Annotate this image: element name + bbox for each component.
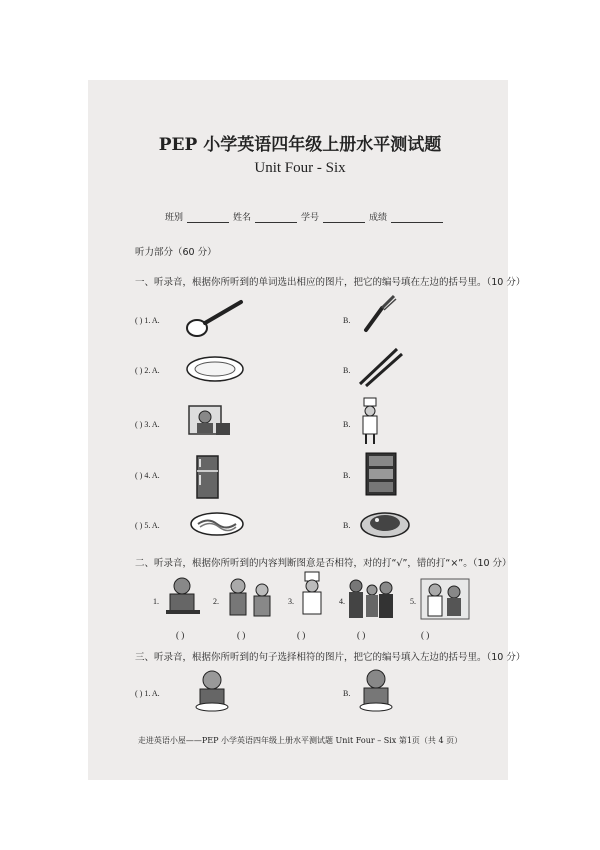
name-label: 姓名	[233, 213, 252, 223]
q1-option-b: B.	[343, 316, 351, 325]
p2-answer-5[interactable]: ( )	[421, 630, 430, 640]
page-subtitle: Unit Four - Six	[254, 160, 346, 176]
p3-q1-option-b: B.	[343, 689, 351, 698]
p3-q1-label: ( ) 1. A.	[135, 689, 160, 698]
name-field[interactable]	[255, 212, 297, 223]
number-field[interactable]	[323, 212, 365, 223]
knife-icon	[360, 294, 400, 334]
fish-dish-icon	[360, 507, 410, 539]
p2-item3-number: 3.	[288, 597, 294, 606]
boy-eating-icon	[192, 668, 232, 712]
part1-instruction: 一、听录音，根据你所听到的单词选出相应的图片，把它的编号填在左边的括号里。（10 分）	[135, 277, 526, 288]
doctor-patient-icon	[420, 578, 470, 620]
exam-paper	[88, 80, 508, 780]
q3-label: ( ) 3. A.	[135, 420, 160, 429]
bookshelf-icon	[365, 452, 397, 496]
man-eating-icon	[164, 576, 202, 620]
number-label: 学号	[301, 213, 320, 223]
cook-icon	[357, 398, 383, 446]
q5-option-b: B.	[343, 521, 351, 530]
q2-option-b: B.	[343, 366, 351, 375]
page-title: PEP 小学英语四年级上册水平测试题	[158, 135, 442, 155]
p2-answer-3[interactable]: ( )	[297, 630, 306, 640]
family-icon	[346, 578, 396, 622]
q3-option-b: B.	[343, 420, 351, 429]
plate-icon	[185, 355, 245, 383]
part3-instruction: 三、听录音，根据你所听到的句子选择相符的图片，把它的编号填入左边的括号里。（10 分）	[135, 652, 526, 663]
student-info-row	[165, 210, 443, 223]
page-footer: 走进英语小屋——PEP 小学英语四年级上册水平测试题 Unit Four – Six 第1页（共 4 页）	[137, 736, 463, 745]
p2-answer-1[interactable]: ( )	[176, 630, 185, 640]
class-label: 班别	[165, 213, 184, 223]
p2-item2-number: 2.	[213, 597, 219, 606]
noodles-icon	[190, 511, 244, 537]
spoon-icon	[185, 298, 245, 338]
q5-label: ( ) 5. A.	[135, 521, 160, 530]
fridge-icon	[196, 455, 220, 499]
section-listening-heading: 听力部分（60 分）	[135, 247, 217, 258]
p2-item1-number: 1.	[153, 597, 159, 606]
q4-option-b: B.	[343, 471, 351, 480]
chopsticks-icon	[357, 346, 403, 388]
q4-label: ( ) 4. A.	[135, 471, 160, 480]
p2-item5-number: 5.	[410, 597, 416, 606]
driver-icon	[188, 405, 232, 439]
p2-answer-2[interactable]: ( )	[237, 630, 246, 640]
chef-icon	[297, 572, 327, 618]
girl-eating-icon	[356, 668, 396, 712]
q1-label: ( ) 1. A.	[135, 316, 160, 325]
part2-instruction: 二、听录音，根据你所听到的内容判断图意是否相符，对的打“√”，错的打“×”。（10 分）	[135, 558, 512, 569]
people-group-icon	[226, 576, 276, 620]
class-field[interactable]	[187, 212, 229, 223]
p2-item4-number: 4.	[339, 597, 345, 606]
p2-answer-4[interactable]: ( )	[357, 630, 366, 640]
score-label: 成绩	[369, 213, 388, 223]
q2-label: ( ) 2. A.	[135, 366, 160, 375]
score-field[interactable]	[391, 212, 443, 223]
